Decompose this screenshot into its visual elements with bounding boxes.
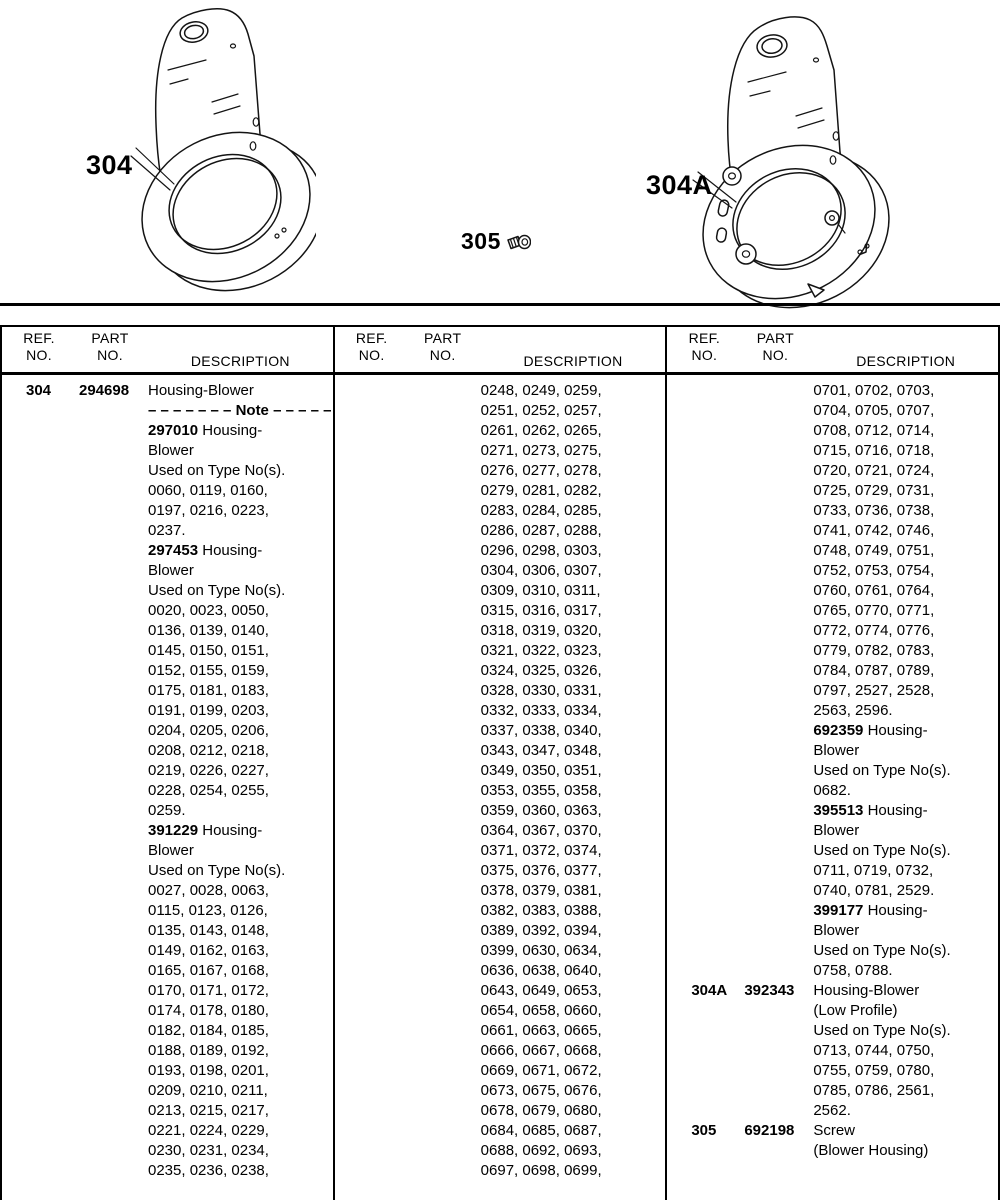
blower-housing-304-figure: [126, 4, 316, 299]
ref-no-header: [335, 330, 403, 372]
description-line: 0343, 0347, 0348,: [480, 742, 602, 759]
description-line: 0772, 0774, 0776,: [813, 622, 935, 639]
description-line: 0152, 0155, 0159,: [148, 662, 269, 679]
description-line: 0688, 0692, 0693,: [480, 1142, 602, 1159]
description-line: 0779, 0782, 0783,: [813, 642, 935, 659]
description-line: 0741, 0742, 0746,: [813, 522, 935, 539]
table-panel: [333, 327, 666, 1200]
description-line: 0315, 0316, 0317,: [480, 602, 602, 619]
ref-no-cell: 305: [691, 1122, 717, 1139]
blower-housing-304-drawing: [126, 4, 316, 299]
description-line: 0228, 0254, 0255,: [148, 782, 269, 799]
blower-housing-304a-drawing: [692, 12, 892, 312]
description-line: Blower: [813, 822, 860, 839]
part-no-header: [70, 330, 148, 372]
description-line: 0324, 0325, 0326,: [480, 662, 602, 679]
description-line: 0304, 0306, 0307,: [480, 562, 602, 579]
description-line: 0371, 0372, 0374,: [480, 842, 602, 859]
description-line: 0020, 0023, 0050,: [148, 602, 269, 619]
description-line: 0209, 0210, 0211,: [148, 1082, 268, 1099]
description-line: 0669, 0671, 0672,: [480, 1062, 602, 1079]
description-line: 0261, 0262, 0265,: [480, 422, 602, 439]
header-line: NO.: [26, 347, 52, 363]
description-line: Housing-Blower: [813, 982, 920, 999]
table-body: [2, 375, 333, 1181]
description-line: 0060, 0119, 0160,: [148, 482, 268, 499]
description-line: 0208, 0212, 0218,: [148, 742, 269, 759]
description-line: Blower: [148, 562, 194, 579]
description-line: 0784, 0787, 0789,: [813, 662, 935, 679]
description-line: Used on Type No(s).: [148, 862, 286, 879]
description-line: 0713, 0744, 0750,: [813, 1042, 935, 1059]
table-header-row: [667, 327, 998, 375]
description-line: Used on Type No(s).: [148, 582, 286, 599]
ref-no-header: [2, 330, 70, 372]
description-line: 0725, 0729, 0731,: [813, 482, 935, 499]
description-line: 0682.: [813, 782, 851, 799]
description-line: 0337, 0338, 0340,: [480, 722, 602, 739]
description-line: 0636, 0638, 0640,: [480, 962, 602, 979]
description-line: 0797, 2527, 2528,: [813, 682, 935, 699]
parts-table: [0, 325, 1000, 1200]
description-line: 0115, 0123, 0126,: [148, 902, 268, 919]
description-line: 0382, 0383, 0388,: [480, 902, 602, 919]
description-line: 0145, 0150, 0151,: [148, 642, 269, 659]
description-line: Used on Type No(s).: [148, 462, 286, 479]
part-no-cell: [735, 381, 813, 981]
description-line: Housing-Blower: [148, 382, 254, 399]
description-line: 0673, 0675, 0676,: [480, 1082, 602, 1099]
description-line: 0309, 0310, 0311,: [480, 582, 601, 599]
description-line: 0758, 0788.: [813, 962, 893, 979]
table-row: [667, 981, 998, 1121]
description-line: 0259.: [148, 802, 186, 819]
description-line: Used on Type No(s).: [813, 942, 951, 959]
description-line: 0276, 0277, 0278,: [480, 462, 602, 479]
description-line: 297453 Housing-: [148, 542, 263, 559]
table-panel: [2, 327, 333, 1200]
table-row: [667, 1121, 998, 1161]
part-no-cell: [403, 381, 481, 1181]
description-line: 0332, 0333, 0334,: [480, 702, 602, 719]
description-line: 0748, 0749, 0751,: [813, 542, 935, 559]
description-line: 0197, 0216, 0223,: [148, 502, 269, 519]
table-row: [667, 381, 998, 981]
table-row: [2, 381, 333, 1181]
description-line: 0174, 0178, 0180,: [148, 1002, 269, 1019]
header-line: PART: [91, 330, 129, 346]
screw-305-figure: [505, 231, 531, 253]
description-cell: [813, 1121, 998, 1161]
description-line: Used on Type No(s).: [813, 1022, 951, 1039]
part-no-header: [735, 330, 813, 372]
description-line: 0678, 0679, 0680,: [480, 1102, 602, 1119]
description-header: DESCRIPTION: [190, 353, 290, 369]
description-line: 0755, 0759, 0780,: [813, 1062, 935, 1079]
header-line: REF.: [23, 330, 55, 346]
description-line: 297010 Housing-: [148, 422, 263, 439]
description-line: 399177 Housing-: [813, 902, 928, 919]
description-line: 0704, 0705, 0707,: [813, 402, 935, 419]
description-header: DESCRIPTION: [856, 353, 956, 369]
screw-icon: [505, 231, 531, 253]
figure-label-305: 305: [461, 228, 501, 254]
description-line: 2562.: [813, 1102, 851, 1119]
description-line: Blower: [813, 922, 860, 939]
header-line: NO.: [762, 347, 789, 363]
header-line: NO.: [691, 347, 718, 363]
description-line: 0213, 0215, 0217,: [148, 1102, 269, 1119]
description-line: 0378, 0379, 0381,: [480, 882, 602, 899]
part-no-header: [403, 330, 481, 372]
description-line: 0715, 0716, 0718,: [813, 442, 935, 459]
description-line: 0711, 0719, 0732,: [813, 862, 934, 879]
description-line: 0752, 0753, 0754,: [813, 562, 935, 579]
description-line: 0188, 0189, 0192,: [148, 1042, 269, 1059]
description-line: 0733, 0736, 0738,: [813, 502, 935, 519]
description-line: Blower: [148, 442, 194, 459]
description-line: Used on Type No(s).: [813, 842, 951, 859]
description-line: (Low Profile): [813, 1002, 898, 1019]
description-cell: [813, 981, 998, 1121]
description-line: 0701, 0702, 0703,: [813, 382, 935, 399]
header-line: PART: [756, 330, 794, 346]
description-line: 0279, 0281, 0282,: [480, 482, 602, 499]
description-line: 0654, 0658, 0660,: [480, 1002, 602, 1019]
description-line: 0740, 0781, 2529.: [813, 882, 935, 899]
description-line: Blower: [813, 742, 860, 759]
description-line: 2563, 2596.: [813, 702, 893, 719]
header-line: NO.: [429, 347, 456, 363]
table-header-row: [2, 327, 333, 375]
part-no-cell: 392343: [744, 982, 795, 999]
header-line: REF.: [688, 330, 721, 346]
table-body: [667, 375, 998, 1161]
description-line: 0193, 0198, 0201,: [148, 1062, 269, 1079]
description-line: 0359, 0360, 0363,: [480, 802, 602, 819]
table-row: [335, 381, 666, 1181]
description-line: 0271, 0273, 0275,: [480, 442, 602, 459]
description-line: 391229 Housing-: [148, 822, 263, 839]
table-panel: [665, 327, 998, 1200]
description-line: Screw: [813, 1122, 856, 1139]
description-line: 0318, 0319, 0320,: [480, 622, 602, 639]
table-header-row: [335, 327, 666, 375]
header-line: NO.: [358, 347, 385, 363]
page-divider-rule: [0, 303, 1000, 306]
description-line: 0182, 0184, 0185,: [148, 1022, 269, 1039]
description-line: 0661, 0663, 0665,: [480, 1022, 602, 1039]
figure-label-304a: 304A: [646, 170, 713, 200]
ref-no-cell: 304A: [691, 982, 728, 999]
description-line: 0720, 0721, 0724,: [813, 462, 935, 479]
description-line: 0296, 0298, 0303,: [480, 542, 602, 559]
description-line: 0221, 0224, 0229,: [148, 1122, 269, 1139]
description-cell: [813, 381, 998, 981]
description-line: 0191, 0199, 0203,: [148, 702, 269, 719]
description-line: 0760, 0761, 0764,: [813, 582, 935, 599]
description-line: Blower: [148, 842, 194, 859]
description-line: Used on Type No(s).: [813, 762, 951, 779]
description-line: 0765, 0770, 0771,: [813, 602, 935, 619]
header-line: REF.: [355, 330, 388, 346]
description-line: 0684, 0685, 0687,: [480, 1122, 602, 1139]
description-line: 0170, 0171, 0172,: [148, 982, 269, 999]
description-line: 0248, 0249, 0259,: [480, 382, 602, 399]
description-line: 0375, 0376, 0377,: [480, 862, 602, 879]
description-line: 0697, 0698, 0699,: [480, 1162, 602, 1179]
description-line: 0353, 0355, 0358,: [480, 782, 602, 799]
header-line: PART: [424, 330, 462, 346]
ref-no-cell: 304: [26, 382, 52, 399]
description-line: 0219, 0226, 0227,: [148, 762, 269, 779]
ref-no-cell: [667, 381, 735, 981]
table-body: [335, 375, 666, 1181]
blower-housing-304a-figure: [692, 12, 892, 312]
ref-no-header: [667, 330, 735, 372]
description-line: 0283, 0284, 0285,: [480, 502, 602, 519]
description-line: 0708, 0712, 0714,: [813, 422, 935, 439]
description-line: 0165, 0167, 0168,: [148, 962, 269, 979]
part-no-cell: 692198: [744, 1122, 795, 1139]
description-cell: [148, 381, 333, 1181]
ref-no-cell: [335, 381, 403, 1181]
description-line: 0643, 0649, 0653,: [480, 982, 602, 999]
figure-label-304: 304: [86, 150, 133, 180]
description-line: 692359 Housing-: [813, 722, 928, 739]
description-line: 0027, 0028, 0063,: [148, 882, 269, 899]
description-line: 0321, 0322, 0323,: [480, 642, 602, 659]
header-line: NO.: [97, 347, 123, 363]
part-no-cell: 294698: [79, 382, 130, 399]
description-line: 0399, 0630, 0634,: [480, 942, 602, 959]
description-line: 0204, 0205, 0206,: [148, 722, 269, 739]
description-line: 0149, 0162, 0163,: [148, 942, 269, 959]
description-line: 0237.: [148, 522, 186, 539]
description-line: 0328, 0330, 0331,: [480, 682, 602, 699]
description-cell: [481, 381, 666, 1181]
description-line: – – – – – – – Note – – – – –: [148, 402, 332, 419]
description-line: 0349, 0350, 0351,: [480, 762, 602, 779]
description-line: 0251, 0252, 0257,: [480, 402, 602, 419]
description-line: 0235, 0236, 0238,: [148, 1162, 269, 1179]
description-line: 395513 Housing-: [813, 802, 928, 819]
description-line: 0136, 0139, 0140,: [148, 622, 269, 639]
description-line: 0286, 0287, 0288,: [480, 522, 602, 539]
description-line: 0389, 0392, 0394,: [480, 922, 602, 939]
description-header: DESCRIPTION: [523, 353, 623, 369]
description-line: 0135, 0143, 0148,: [148, 922, 269, 939]
description-line: 0785, 0786, 2561,: [813, 1082, 935, 1099]
description-line: (Blower Housing): [813, 1142, 929, 1159]
description-line: 0364, 0367, 0370,: [480, 822, 602, 839]
description-line: 0666, 0667, 0668,: [480, 1042, 602, 1059]
description-line: 0175, 0181, 0183,: [148, 682, 269, 699]
description-line: 0230, 0231, 0234,: [148, 1142, 269, 1159]
